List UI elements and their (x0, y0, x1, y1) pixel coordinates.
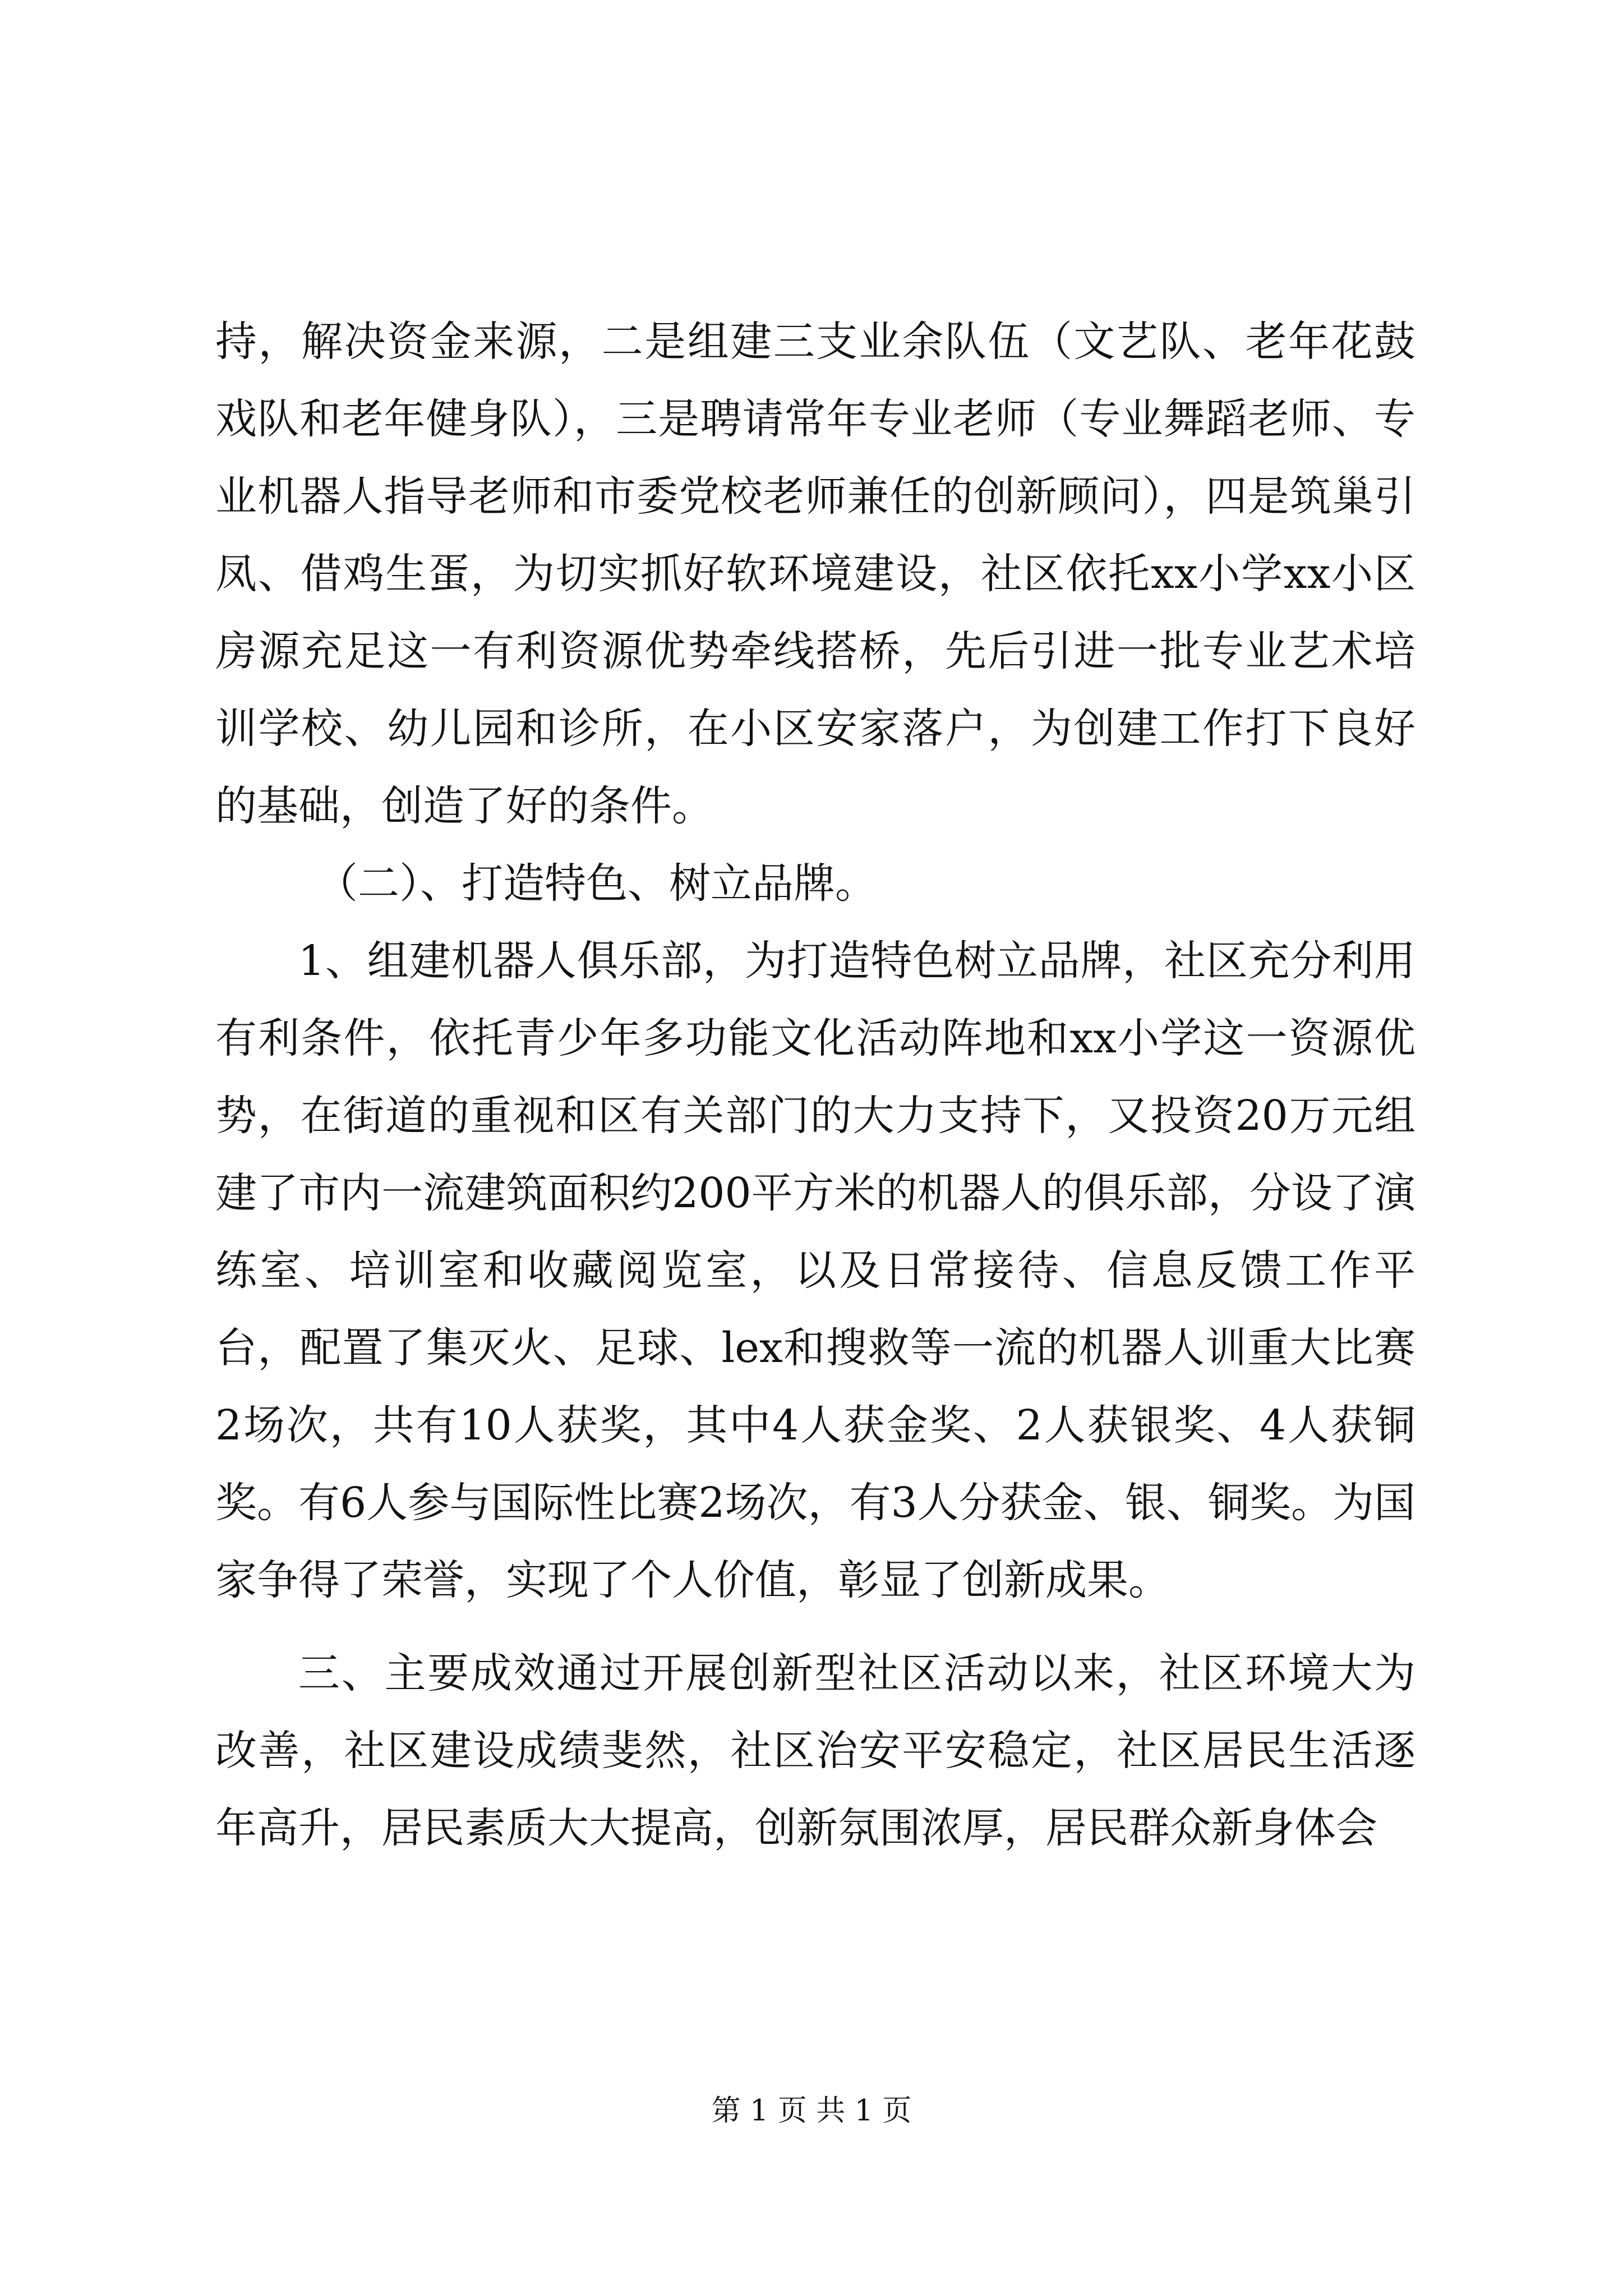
paragraph-robot-club: 1、组建机器人俱乐部，为打造特色树立品牌，社区充分利用有利条件，依托青少年多功能文化活动阵地和xx小学这一资源优势，在街道的重视和区有关部门的大力支持下，又投资20万元组建了市内一流建筑面积约200平方米的机器人的俱乐部，分设了演练室、培训室和收藏阅览室，以及日常接待、信息反馈工作平台，配置了集灭火、足球、lex和搜救等一流的机器人训重大比赛2场次，共有10人获奖，其中4人获金奖、2人获银奖、4人获铜奖。有6人参与国际性比赛2场次，有3人分获金、银、铜奖。为国家争得了荣誉，实现了个人价值，彰显了创新成果。 (215, 937, 1415, 1604)
paragraph-continuation: 持，解决资金来源，二是组建三支业余队伍（文艺队、老年花鼓戏队和老年健身队），三是聘请常年专业老师（专业舞蹈老师、专业机器人指导老师和市委党校老师兼任的创新顾问），四是筑巢引凤、借鸡生蛋，为切实抓好软环境建设，社区依托xx小学xx小区房源充足这一有利资源优势牵线搭桥，先后引进一批专业艺术培训学校、幼儿园和诊所，在小区安家落户，为创建工作打下良好的基础，创造了好的条件。 (215, 318, 1415, 830)
section-heading: （二）、打造特色、树立品牌。 (316, 859, 877, 908)
page-number-footer: 第 1 页 共 1 页 (711, 2094, 912, 2128)
paragraph-main-results: 三、主要成效通过开展创新型社区活动以来，社区环境大为改善，社区建设成绩斐然，社区治安平安稳定，社区居民生活逐年高升，居民素质大大提高，创新氛围浓厚，居民群众新身体会 (215, 1649, 1415, 1852)
document-body (215, 303, 1415, 1867)
